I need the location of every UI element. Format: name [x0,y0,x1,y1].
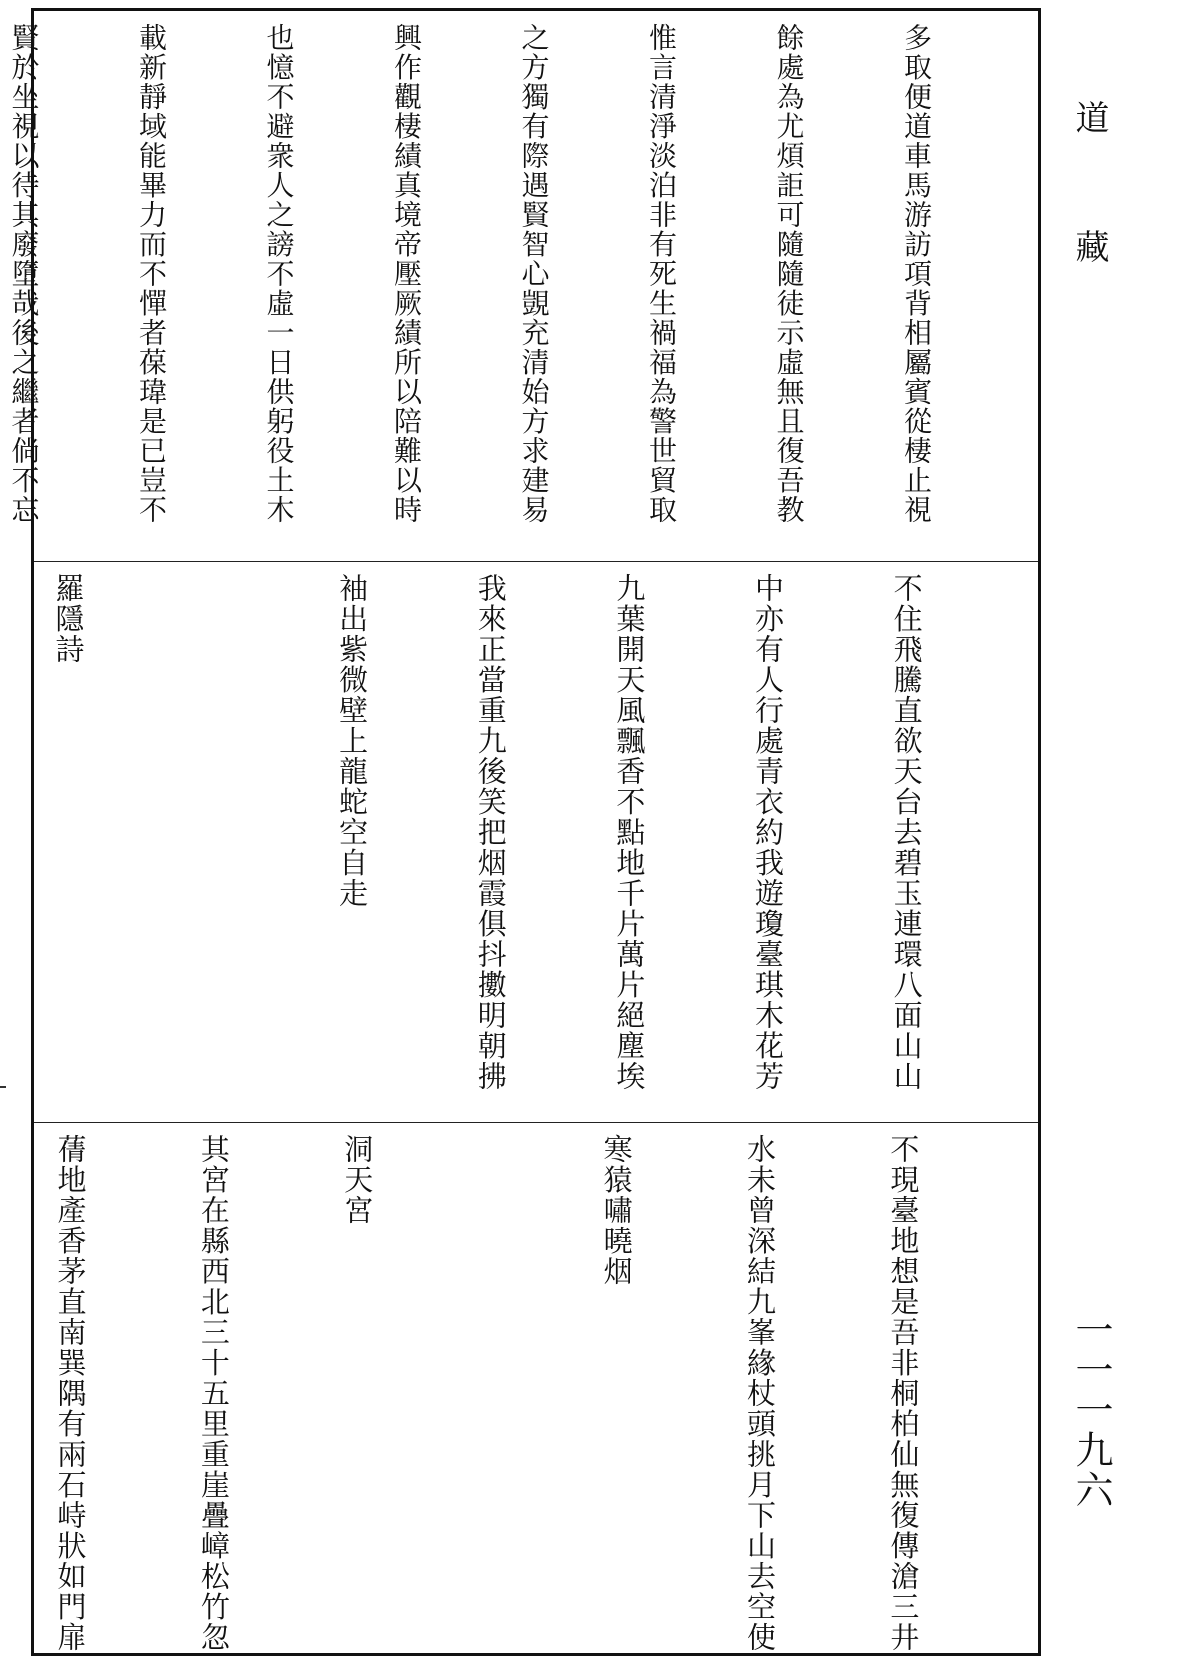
text-line: 我來正當重九後笑把烟霞俱抖擻明朝拂 [473,573,508,1092]
text-column-block [7,23,1022,551]
text-line: 也憶不避衆人之謗不虛一日供躬役土木 [262,23,296,525]
text-line: 中亦有人行處青衣約我遊瓊臺琪木花芳 [750,573,785,1092]
text-line: 不現臺地想是吾非桐柏仙無復傳滄三井 [886,1134,921,1653]
text-line: 寒猿嘯曉烟 [599,1134,634,1287]
text-line: 載新靜域能畢力而不憚者葆瑋是已豈不 [135,23,168,525]
page-frame [7,8,1041,1656]
page-number: 一一一九六 [1069,1310,1113,1510]
text-line: 之方獨有際遇賢智心覬充清始方求建易 [517,23,551,525]
text-line: 惟言清淨淡泊非有死生禍福為警世貿取 [645,23,678,525]
text-line: 袖出紫微壁上龍蛇空自走 [335,573,370,909]
text-column-block [50,1134,1022,1653]
section-heading: 羅隱詩 [51,573,86,665]
register-bottom [34,1122,1038,1653]
text-line: 賢於坐視以待其廢墮哉後之繼者倘不忘 [7,23,41,525]
text-line: 餘處為尤煩詎可隨隨徒示虛無且復吾教 [772,23,806,525]
text-line: 其宮在縣西北三十五里重崖疊嶂松竹忽 [196,1134,231,1653]
register-top [7,11,1038,562]
text-column-block [50,573,1022,1112]
section-heading: 洞天宮 [340,1134,375,1226]
text-line: 興作觀棲績真境帝壓厥績所以陪難以時 [390,23,423,525]
collection-title: 道藏 [1069,100,1109,358]
edge-mark [0,1086,6,1088]
text-line: 水未曾深結九峯緣杖頭挑月下山去空使 [743,1134,778,1653]
text-line: 蒨地產香茅直南巽隅有兩石峙狀如門扉 [53,1134,88,1653]
text-line: 不住飛騰直欲天台去碧玉連環八面山山 [889,573,924,1092]
text-line: 九葉開天風飄香不點地千片萬片絕塵埃 [612,573,647,1092]
text-line: 多取便道車馬游訪項背相屬賓從棲止視 [900,23,933,525]
register-middle [34,561,1038,1123]
